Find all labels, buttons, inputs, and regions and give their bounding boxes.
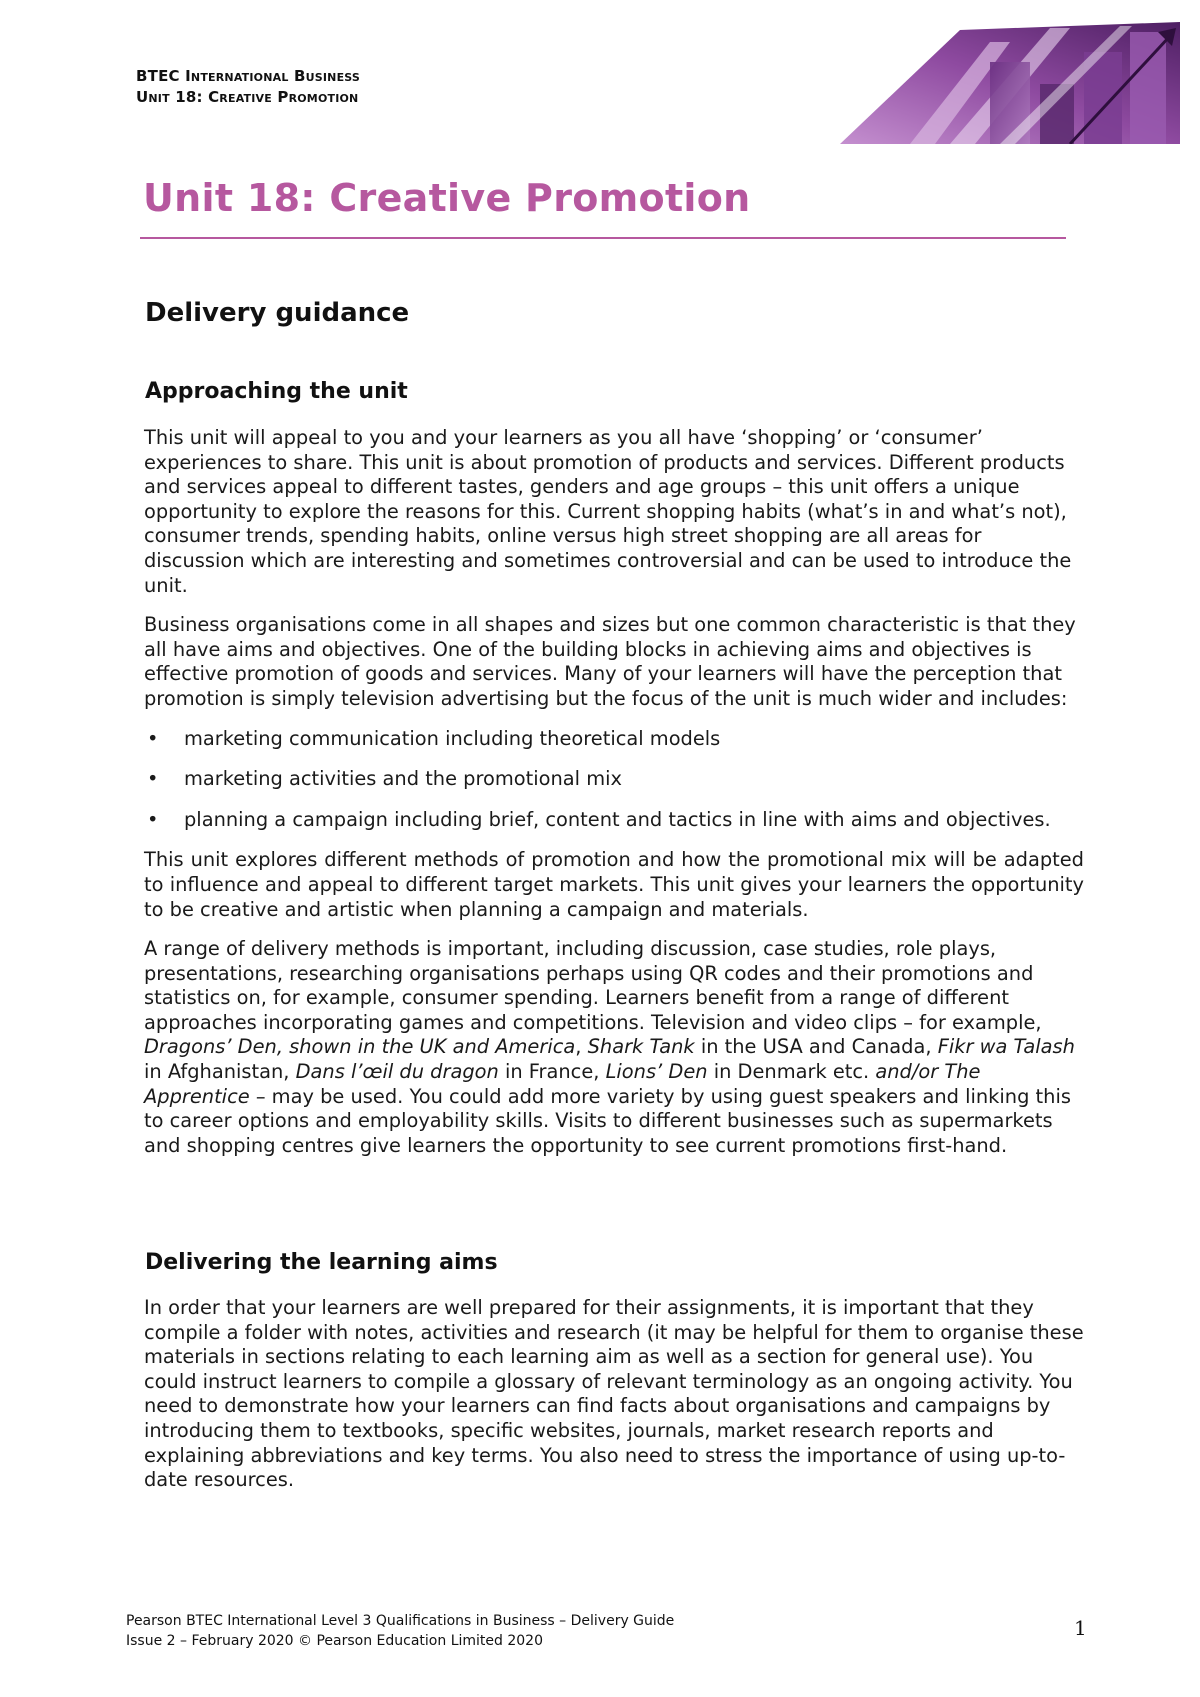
delivering-paragraph-1: In order that your learners are well prepared for their assignments, it is important that they compile a folder with notes, activities and research (it may be helpful for them to organise these materials in sections relating to each learning aim as well as a section for general use). You could instruct learners to compile a glossary of relevant terminology as an ongoing activity. You need to demonstrate how your learners can find facts about organisations and campaigns by introducing them to textbooks, specific websites, journals, market research reports and explaining abbreviations and key terms. You also need to stress the importance of using up-to-date resources. <box>144 1296 1084 1492</box>
list-item: • marketing activities and the promotional mix <box>147 767 622 791</box>
delivering-heading: Delivering the learning aims <box>145 1250 498 1275</box>
list-item: • marketing communication including theoretical models <box>147 726 721 750</box>
approaching-paragraph-2: Business organisations come in all shapes and sizes but one common characteristic is that they all have aims and objectives. One of the building blocks in achieving aims and objectives is effective promotion of goods and services. Many of your learners will have the perception that promotion is simply television advertising but the focus of the unit is much wider and includes: <box>144 613 1076 710</box>
header-unit: Unit 18: Creative Promotion <box>136 88 359 106</box>
page-footer <box>126 1611 674 1651</box>
title-rule <box>140 237 1066 239</box>
delivering-body <box>144 1296 1084 1508</box>
header-series: BTEC International Business <box>136 67 361 85</box>
list-item: • planning a campaign including brief, content and tactics in line with aims and objectives. <box>147 807 1051 831</box>
header-graphic <box>840 22 1180 144</box>
bullet-icon: • <box>147 726 159 750</box>
section-heading: Delivery guidance <box>145 298 410 328</box>
approaching-paragraph-4: A range of delivery methods is important, including discussion, case studies, role plays, presentations, researching organisations perhaps using QR codes and their promotions and statistics on, for example, consumer spending. Learners benefit from a range of different approaches incorporating games and competitions. Television and video clips – for example, Dragons’ Den, shown in the UK and America, Shark Tank in the USA and Canada, Fikr wa Talash in Afghanistan, Dans l’œil du dragon in France, Lions’ Den in Denmark etc. and/or The Apprentice – may be used. You could add more variety by using guest speakers and linking this to career options and employability skills. Visits to different businesses such as supermarkets and shopping centres give learners the opportunity to see current promotions first-hand. <box>144 937 1075 1157</box>
page-number: 1 <box>1074 1616 1087 1640</box>
approaching-body <box>144 426 1084 1173</box>
approaching-paragraph-3: This unit explores different methods of promotion and how the promotional mix will be adapted to influence and appeal to different target markets. This unit gives your learners the opportunity to be creative and artistic when planning a campaign and materials. <box>144 848 1084 921</box>
unit-title: Unit 18: Creative Promotion <box>143 176 751 220</box>
footer-guide-title: Pearson BTEC International Level 3 Qualifications in Business – Delivery Guide <box>126 1613 675 1629</box>
bullet-icon: • <box>147 767 159 791</box>
footer-issue: Issue 2 – February 2020 © Pearson Education Limited 2020 <box>126 1633 543 1649</box>
bullet-icon: • <box>147 807 159 831</box>
includes-list <box>144 727 1084 833</box>
approaching-paragraph-1: This unit will appeal to you and your learners as you all have ‘shopping’ or ‘consumer’ experiences to share. This unit is about promotion of products and services. Different products and services appeal to different tastes, genders and age groups – this unit offers a unique opportunity to explore the reasons for this. Current shopping habits (what’s in and what’s not), consumer trends, spending habits, online versus high street shopping are all areas for discussion which are interesting and sometimes controversial and can be used to introduce the unit. <box>144 426 1072 597</box>
running-header <box>136 66 360 108</box>
approaching-heading: Approaching the unit <box>145 379 408 404</box>
